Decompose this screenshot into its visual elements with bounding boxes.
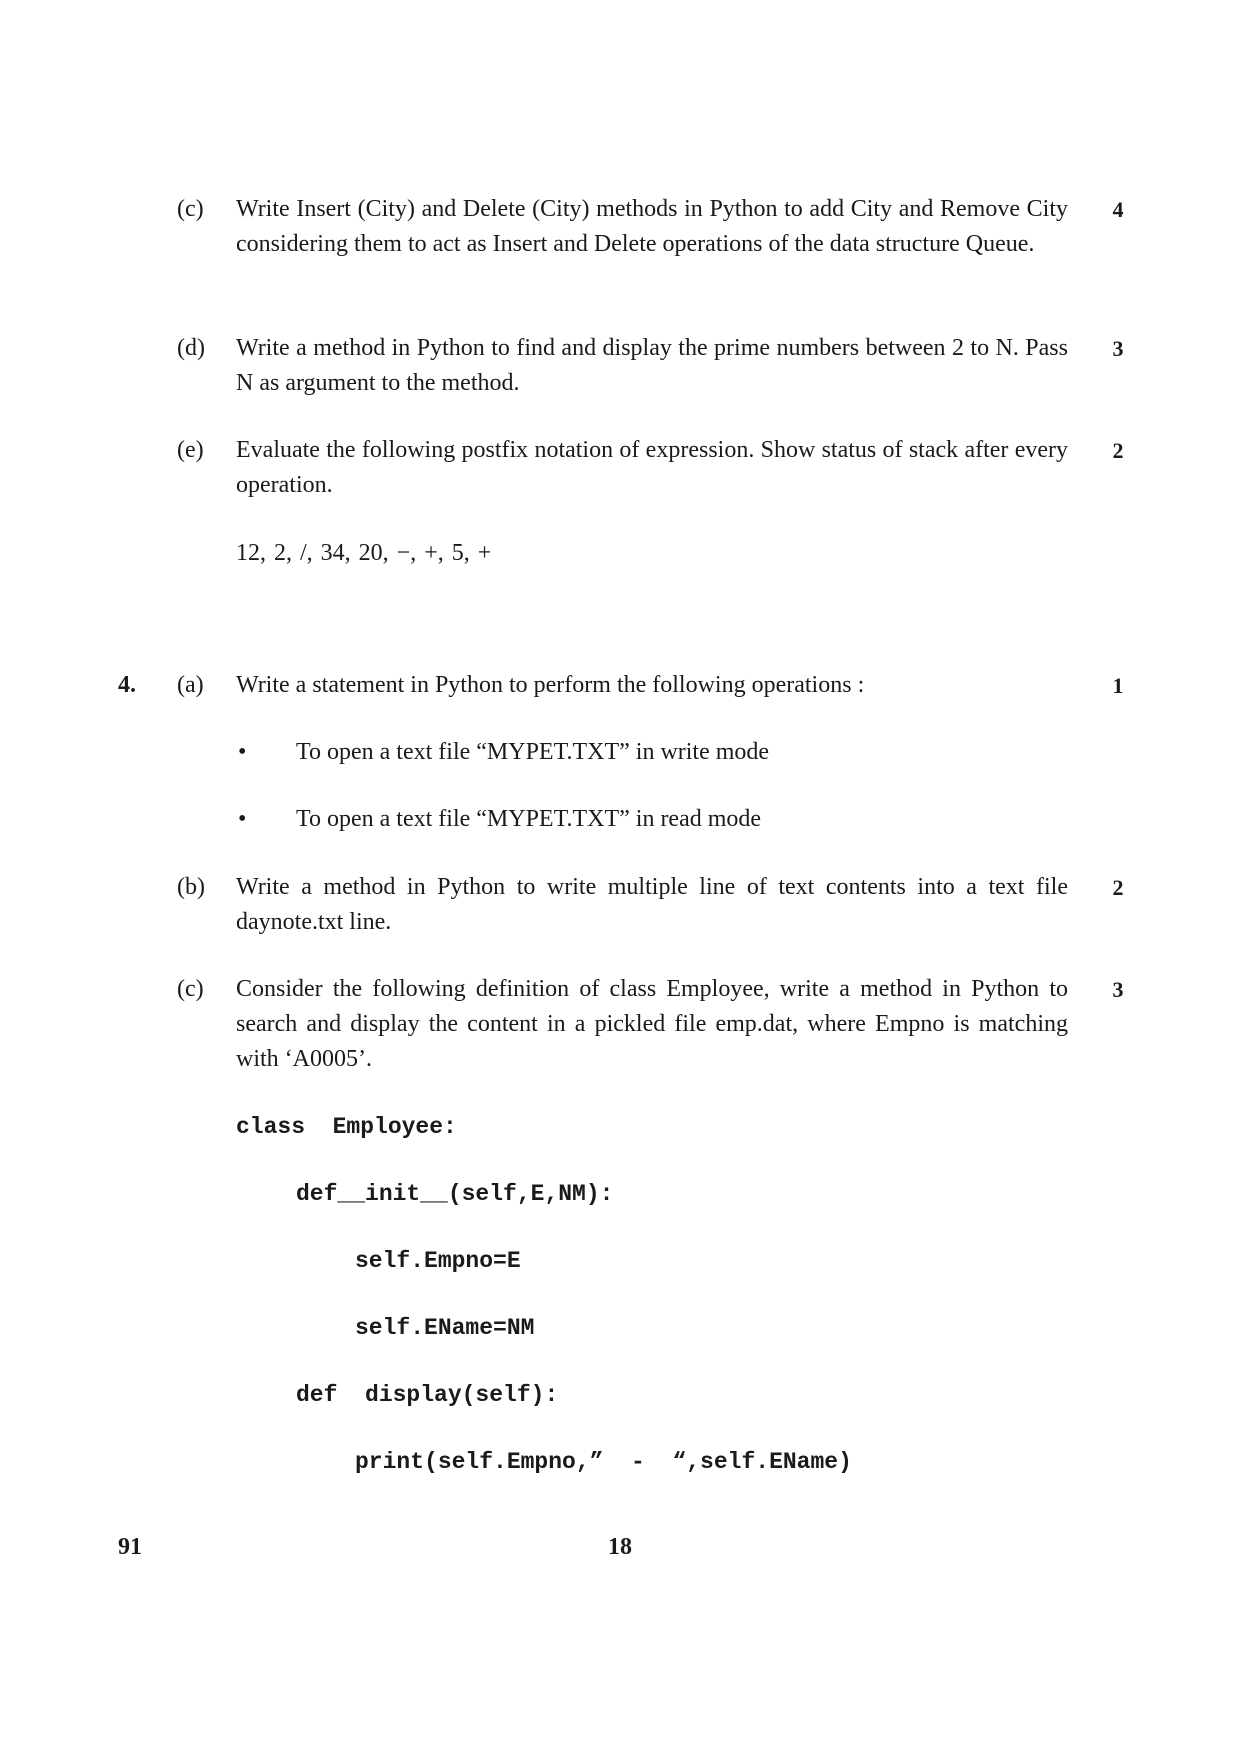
postfix-expression: 12, 2, /, 34, 20, −, +, 5, + xyxy=(236,540,492,566)
q4a-bullet-1: To open a text file “MYPET.TXT” in write mode xyxy=(296,739,770,765)
q3d-label: (d) xyxy=(177,335,205,361)
q3e-marks: 2 xyxy=(1112,438,1124,463)
q4a-bullet-2: To open a text file “MYPET.TXT” in read mode xyxy=(296,806,762,832)
code-line-init: def__init__(self,E,NM): xyxy=(296,1181,614,1207)
q4a-label: (a) xyxy=(177,672,204,698)
q4c-text: Consider the following definition of class Employee, write a method in Python to search and display the content in a pickled file emp.dat, where Empno is matching with ‘A0005’. xyxy=(236,976,1068,1072)
bullet-dot: • xyxy=(238,739,247,765)
q4a-marks: 1 xyxy=(1112,673,1124,698)
q4b-text: Write a method in Python to write multiple line of text contents into a text file daynote.txt line. xyxy=(236,874,1068,935)
q3d-marks: 3 xyxy=(1112,336,1124,361)
q3c-text: Write Insert (City) and Delete (City) methods in Python to add City and Remove City considering them to act as Insert and Delete operations of the data structure Queue. xyxy=(236,196,1068,257)
q3e-text: Evaluate the following postfix notation of expression. Show status of stack after every operation. xyxy=(236,437,1068,498)
q4-number: 4. xyxy=(118,672,136,698)
q4a-text: Write a statement in Python to perform the following operations : xyxy=(236,672,865,698)
page-number: 18 xyxy=(608,1534,632,1560)
paper-code: 91 xyxy=(118,1534,142,1560)
q4b-label: (b) xyxy=(177,874,205,900)
q3c-marks: 4 xyxy=(1112,197,1124,222)
code-line-display: def display(self): xyxy=(296,1382,559,1408)
code-line-empno: self.Empno=E xyxy=(355,1248,521,1274)
code-line-ename: self.EName=NM xyxy=(355,1315,535,1341)
q4c-marks: 3 xyxy=(1112,977,1124,1002)
code-line-class: class Employee: xyxy=(236,1114,457,1140)
q3c-label: (c) xyxy=(177,196,204,222)
q4c-label: (c) xyxy=(177,976,204,1002)
code-line-print: print(self.Empno,” - “,self.EName) xyxy=(355,1449,852,1475)
q3e-label: (e) xyxy=(177,437,204,463)
q3d-text: Write a method in Python to find and display the prime numbers between 2 to N. Pass N as argument to the method. xyxy=(236,335,1068,396)
bullet-dot: • xyxy=(238,806,247,832)
q4b-marks: 2 xyxy=(1112,875,1124,900)
